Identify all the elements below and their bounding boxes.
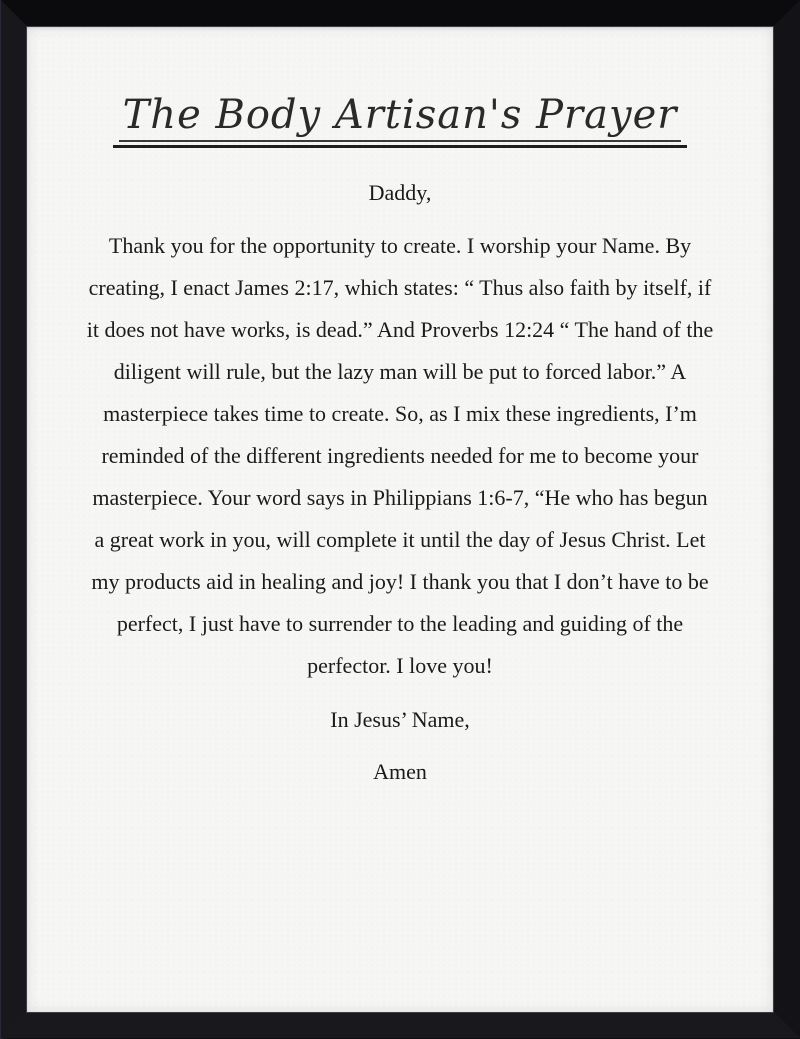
- prayer-body-text: Thank you for the opportunity to create. I worship your Name. By creating, I enact James 2:17, which states: “ Thus also faith by itself, if it does not have works, is dead.” And Proverbs 12:24 “ The hand of the diligent will rule, but the lazy man will be put to forced labor.” A masterpiece takes time to create. So, as I mix these ingredients, I’m reminded of the different ingredients needed for me to become your masterpiece. Your word says in Philippians 1:6-7, “He who has begun a great work in you, will complete it until the day of Jesus Christ. Let my products aid in healing and joy! I thank you that I don’t have to be perfect, I just have to surrender to the leading and guiding of the perfector. I love you!: [86, 233, 714, 678]
- salutation-text: Daddy,: [368, 180, 432, 205]
- amen-text: Amen: [373, 759, 427, 784]
- closing-text: In Jesus’ Name,: [330, 707, 470, 732]
- title-underline: [113, 93, 688, 148]
- prayer-letter: [86, 172, 714, 793]
- title-text: The Body Artisan's Prayer: [119, 93, 682, 142]
- prayer-print-paper: [27, 27, 773, 1012]
- page-title: [27, 93, 773, 148]
